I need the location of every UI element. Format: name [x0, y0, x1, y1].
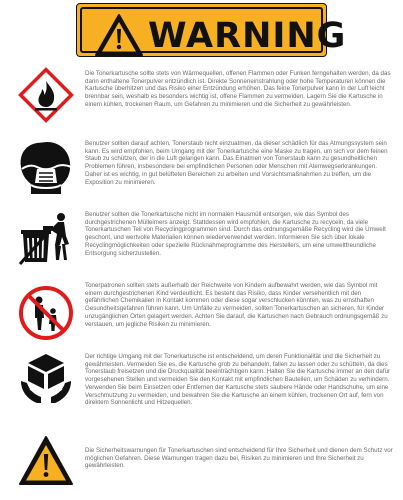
- recycle-bin-icon: [17, 210, 75, 268]
- warning-triangle-icon: [94, 13, 144, 57]
- section-text: Die Tonerkartusche sollte stets von Wärmequellen, offenen Flammen oder Funken ferngehalten werden, da das darin enthaltene Tonerpulver entzündlich ist. Direkte Sonneneinstrahlung oder hohe Temperaturen können die Kartusche überhitzen und das Risiko einer Entzündung erhöhen. Das feine Tonerpulver kann in der Luft leicht brennbar sein, weshalb es besonders wichtig ist, offene Flammen zu vermeiden. Lagern Sie die Kartusche in einem kühlen, trockenen Raum, um Gefahren zu minimieren und die Sicherheit zu gewährleisten.: [85, 70, 391, 108]
- flame-hazard-icon: [17, 66, 75, 124]
- section-text: Benutzer sollten die Tonerkartusche nicht im normalen Hausmüll entsorgen, wie das Symbol des durchgestrichenen Mülleimers anzeigt. Stattdessen wird empfohlen, die Kartusche zu recyceln, da viele Tonerkartuschen Teil von Recyclingprogrammen sind. Durch das ordnungsgemäße Recycling wird die Umwelt geschont, und wertvolle Materialien können wiederverwendet werden. Informieren Sie sich über lokale Recyclingmöglichkeiten oder spezielle Rücknahmeprogramme des Herstellers, um eine umweltfreundliche Entsorgung sicherzustellen.: [85, 211, 386, 257]
- handle-with-care-icon: [17, 351, 75, 409]
- section-text: Tonerpatronen sollten stets außerhalb der Reichweite von Kindern aufbewahrt werden, wie das Symbol mit einem durchgestrichenen Kind verdeutlicht. Es besteht das Risiko, dass Kinder versehentlich mit den gefährlichen Chemikalien in Kontakt kommen oder diese sogar verschlucken könnten, was zu ernsthaften Gesundheitsgefahren führen kann. Um Unfälle zu vermeiden, sollten Tonerkartuschen an sicheren, für Kinder unzugänglichen Orten gelagert werden. Achten Sie darauf, die Kartuschen nach Gebrauch ordnungsgemäß zu verstauen, um jegliche Risiken zu minimieren.: [85, 282, 388, 328]
- warning-triangle-icon: [17, 434, 75, 492]
- section-text: Der richtige Umgang mit der Tonerkartusche ist entscheidend, um deren Funktionalität und die Sicherheit zu gewährleisten. Vermeiden Sie es, die Kartusche grob zu behandeln, fallen zu lassen oder zu schütteln, da dies Tonerstaub freisetzen und die Druckqualität beeinträchtigen kann. Halten Sie die Kartusche immer an den dafür vorgesehenen Stellen und vermeiden Sie den Kontakt mit empfindlichen Bauteilen, um Schäden zu verhindern. Verwenden Sie beim Einsetzen oder Entfernen der Kartusche stets saubere Hände oder Handschuhe, um eine Verschmutzung zu vermeiden, und bewahren Sie die Kartusche an einem kühlen, trockenen Ort auf, fern von direktem Sonnenlicht und Hitzequellen.: [85, 353, 391, 407]
- face-mask-icon: [17, 139, 75, 197]
- section-text: Benutzer sollten darauf achten, Tonerstaub nicht einzuatmen, da dieser schädlich für das Atmungssystem sein kann. Es wird empfohlen, beim Umgang mit der Tonerkartusche eine Maske zu tragen, um sich vor dem feinen Staub zu schützen, der in die Luft gelangen kann. Das Einatmen von Tonerstaub kann zu gesundheitlichen Problemen führen, insbesondere bei empfindlichen Personen oder Menschen mit Atemwegserkrankungen. Daher ist es wichtig, in gut belüfteten Bereichen zu arbeiten und Vorsichtsmaßnahmen zu treffen, um die Exposition zu minimieren.: [85, 140, 388, 186]
- section-text: Die Sicherheitswarnungen für Tonerkartuschen sind entscheidend für Ihre Sicherheit und dienen dem Schutz vor möglichen Gefahren. Diese Warnungen tragen dazu bei, Risiken zu minimieren und Ihre Sicherheit zu gewährleisten.: [85, 447, 393, 470]
- warning-banner-border: [80, 7, 347, 56]
- keep-away-children-icon: [17, 284, 75, 342]
- warning-banner: [76, 3, 347, 57]
- warning-title: WARNING: [148, 16, 347, 56]
